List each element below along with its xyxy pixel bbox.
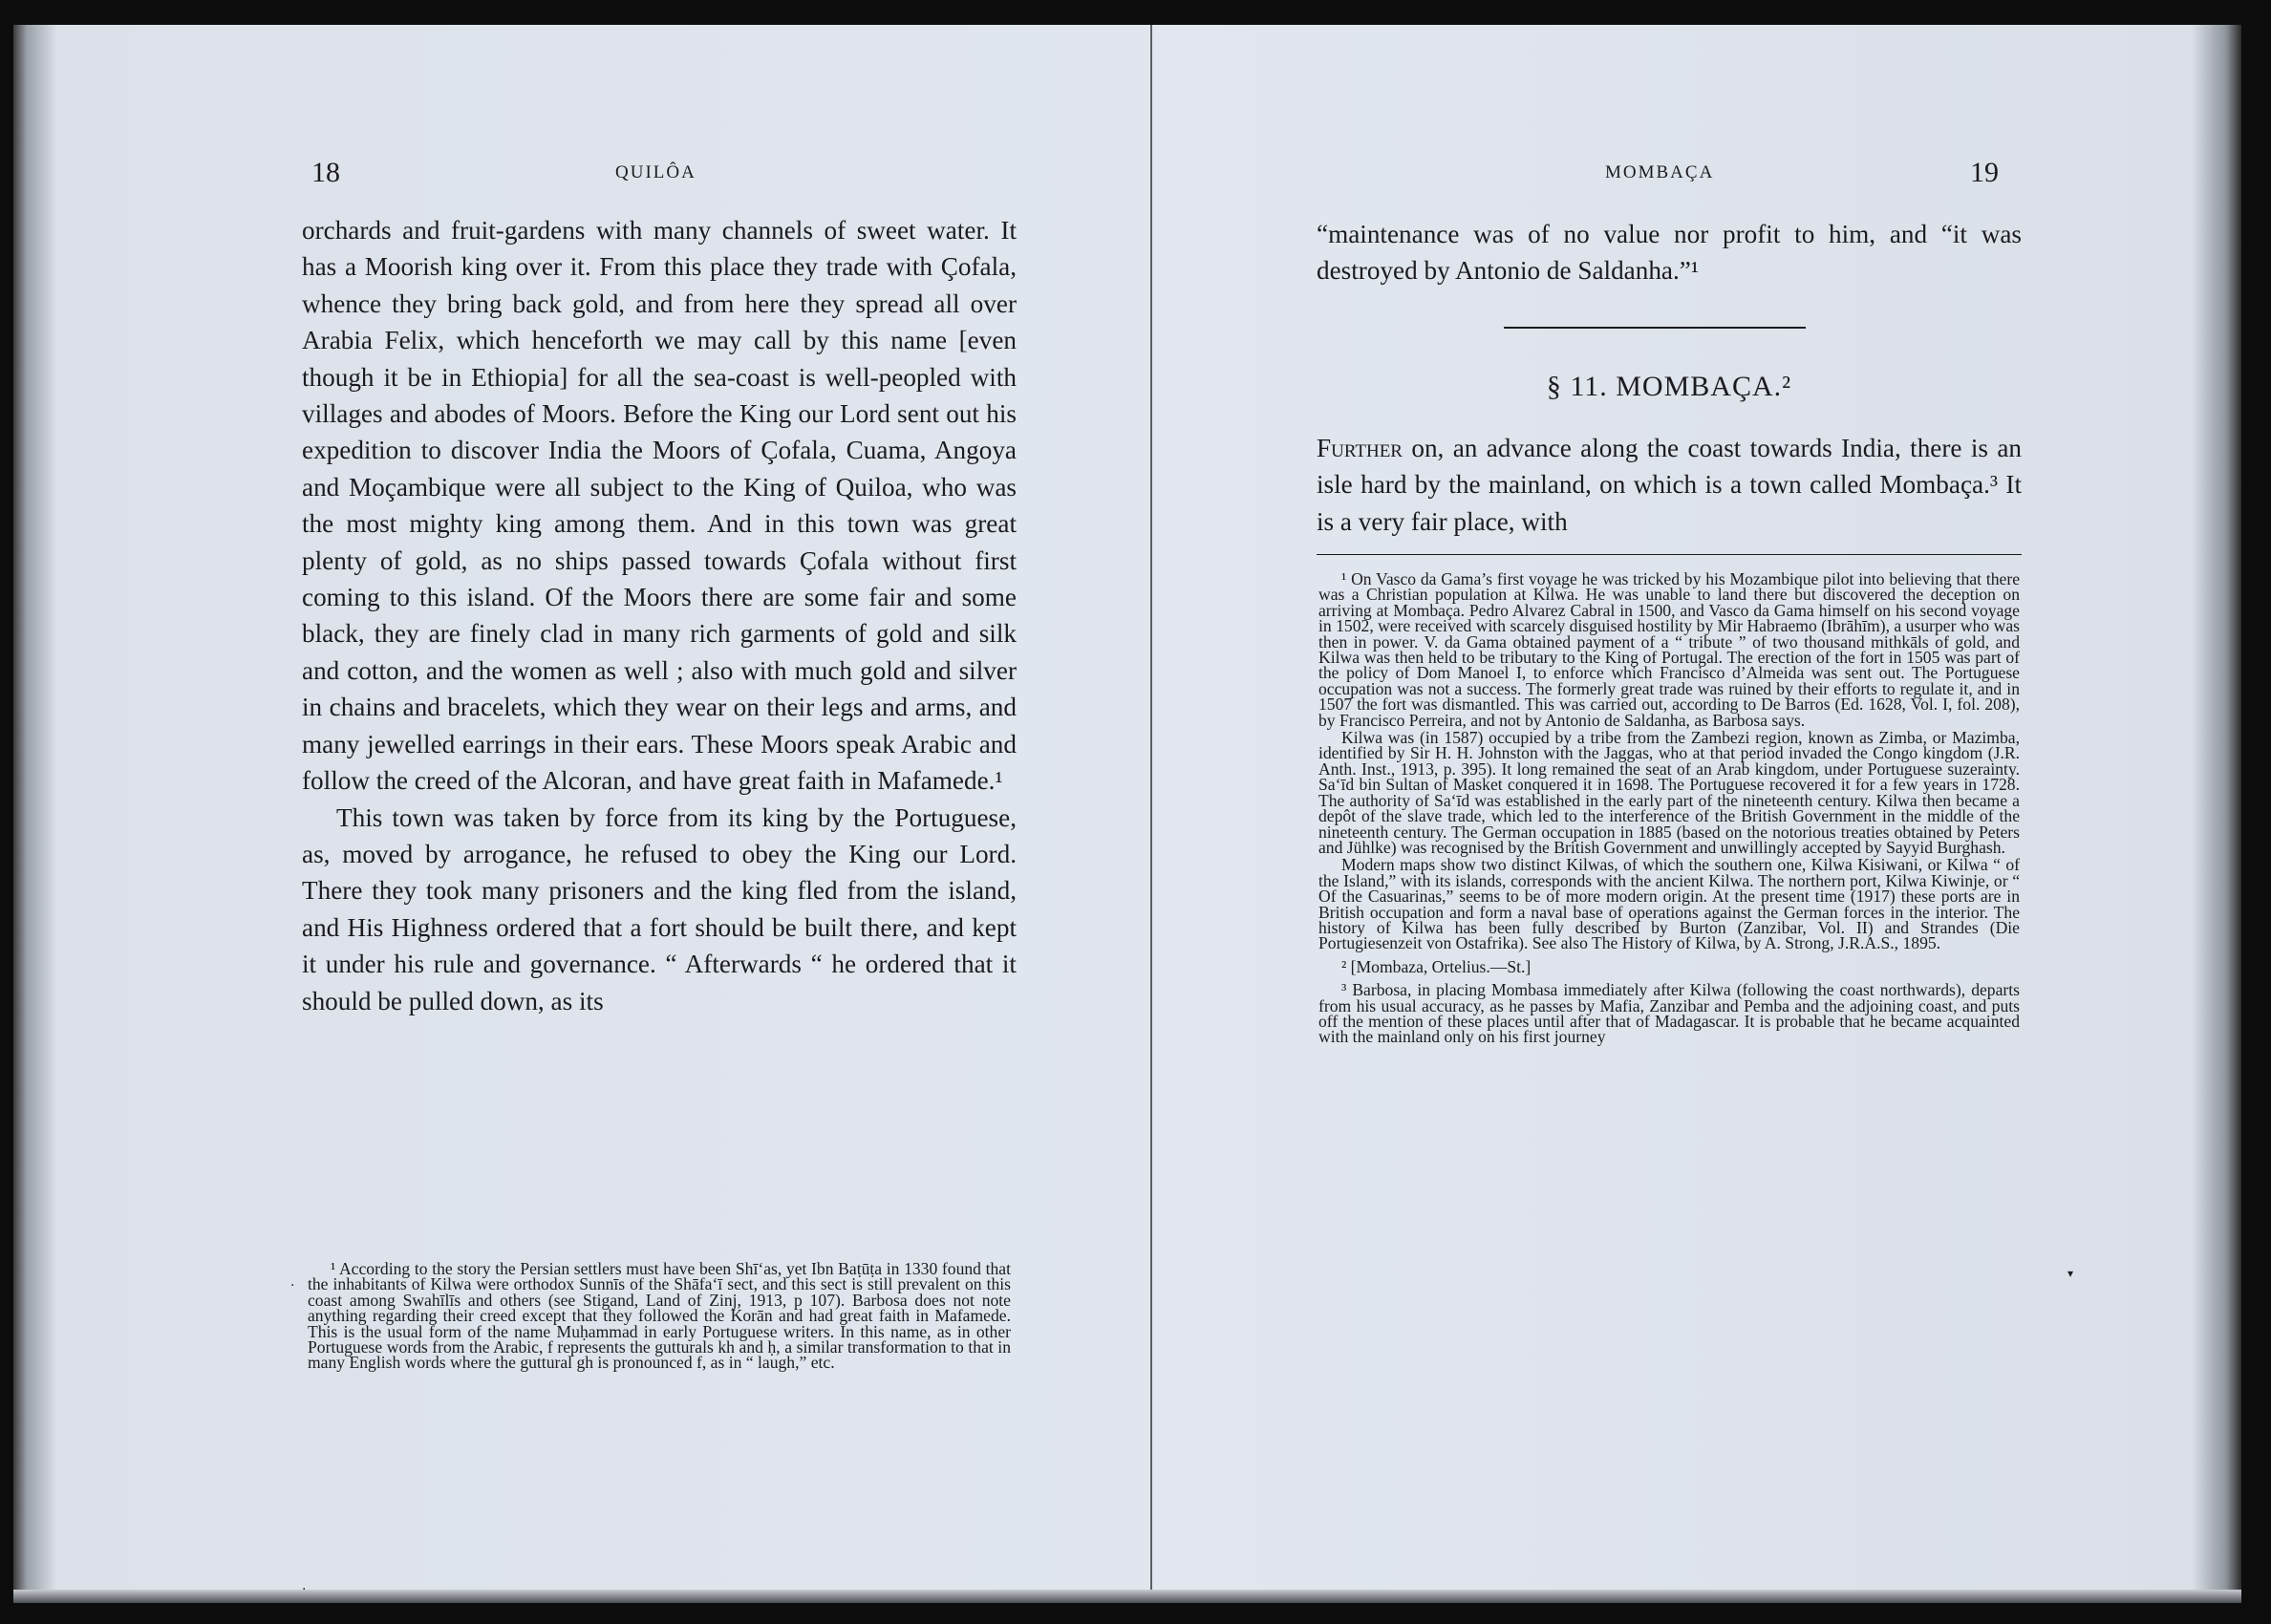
footnote: ² [Mombaza, Ortelius.—St.] (1341, 956, 1532, 976)
body-text (1317, 216, 2022, 289)
footnote: ³ Barbosa, in placing Mombasa immediately after Kilwa (following the coast northwards), departs from his usual accuracy, as he passes by Mafia, Zanzibar and Pemba and the adjoining coast, and puts off the mention of these places until after that of Madagascar. It is probable that he became acquainted with the mainland only on his first journey (1318, 980, 2020, 1047)
page-number: 18 (311, 157, 340, 188)
footnote-rule (1317, 554, 2022, 555)
page-number: 19 (1970, 157, 1999, 188)
right-page (1152, 25, 2241, 1603)
running-head: MOMBAÇA (1605, 162, 1715, 182)
section-divider (1504, 327, 1806, 329)
footnote: ¹ According to the story the Persian settlers must have been Shī‘as, yet Ibn Baṭūṭa in 1330 found that the inhabitants of Kilwa were orthodox Sunnīs of the Shāfa‘ī sect, and this sect is still prevalent on this coast among Swahīlīs and others (see Stigand, Land of Zinj, 1913, p 107). Barbosa does not note anything regarding their creed except that they followed the Korān and had great faith in Mafamede. This is the usual form of the name Muḥammad in early Portuguese writers. In this name, as in other Portuguese words from the Arabic, f represents the gutturals kh and ḥ, a similar transformation to that in many English words where the guttural gh is pronounced f, as in “ laugh,” etc. (308, 1259, 1011, 1373)
stray-mark: ▾ (2067, 1267, 2074, 1280)
book-spread (13, 25, 2241, 1603)
page-bottom-edge (13, 1590, 2241, 1603)
running-head: QUILÔA (615, 162, 696, 182)
body-text (302, 212, 1017, 1019)
footnote: Modern maps show two distinct Kilwas, of which the southern one, Kilwa Kisiwani, or Kilwa “ of the Island,” with its islands, corresponds with the ancient Kilwa. The northern port, Kilwa Kiwinje, or “ Of the Casuarinas,” seems to be of more modern origin. At the present time (1917) these ports are in British occupation and form a naval base of operations against the German forces in the interior. The history of Kilwa has been fully described by Burton (Zanzibar, Vol. II) and Strandes (Die Portugiesenzeit von Ostafrika). See also The History of Kilwa, by A. Strong, J.R.A.S., 1895. (1318, 855, 2020, 953)
footnote: Kilwa was (in 1587) occupied by a tribe from the Zambezi region, known as Zimba, or Mazimba, identified by Sir H. H. Johnston with the Jaggas, who at that period invaded the Congo kingdom (J.R. Anth. Inst., 1913, p. 395). It long remained the seat of an Arab kingdom, under Portuguese suzerainty. Sa‘īd bin Sultan of Masket conquered it in 1698. The Portuguese recovered it for a few years in 1728. The authority of Sa‘īd was established in the early part of the nineteenth century. Kilwa then became a depôt of the slave trade, which led to the interference of the British Government in the middle of the nineteenth century. The German occupation in 1885 (based on the notorious treaties obtained by Peters and Jühlke) was recognised by the British Government and unwillingly accepted by Sayyid Burghash. (1318, 728, 2020, 857)
footnote: ¹ On Vasco da Gama’s first voyage he was tricked by his Mozambique pilot into believing that there was a Christian population at Kilwa. He was unable to land there but discovered the deception on arriving at Mombaça. Pedro Alvarez Cabral in 1500, and Vasco da Gama himself on his second voyage in 1502, were received with scarcely disguised hostility by Mir Habraemo (Ibrāhīm), a usurper who was then in power. V. da Gama obtained payment of a “ tribute ” of two thousand mithkāls of gold, and Kilwa was then held to be tributary to the King of Portugal. The erection of the fort in 1505 was part of the policy of Dom Manoel I, to enforce which Francisco d’Almeida was sent out. The Portuguese occupation was not a success. The formerly great trade was ruined by their efforts to regulate it, and in 1507 the fort was dismantled. This was carried out, according to De Barros (Ed. 1628, Vol. I, fol. 208), by Francisco Perreira, and not by Antonio de Saldanha, as Barbosa says. (1318, 569, 2020, 730)
paragraph: “maintenance was of no value nor profit to him, and “it was destroyed by Antonio de Saldanha.”¹ (1317, 220, 2022, 286)
footnotes (1318, 571, 2020, 1045)
paragraph: on, an advance along the coast towards India, there is an isle hard by the mainland, on which is a town called Mombaça.³ It is a very fair place, with (1317, 434, 2022, 536)
section-heading: § 11. MOMBAÇA.² (1546, 371, 1792, 402)
left-page (13, 25, 1152, 1603)
paragraph: This town was taken by force from its king by the Portuguese, as, moved by arrogance, he refused to obey the King our Lord. There they took many prisoners and the king fled from the island, and His Highness ordered that a fort should be built there, and kept it under his rule and governance. “ Afterwards “ he ordered that it should be pulled down, as its (302, 802, 1017, 1015)
footnotes (308, 1261, 1011, 1371)
stray-mark: · (290, 1278, 295, 1293)
body-text (1317, 430, 2022, 540)
section-first-word: Further (1317, 434, 1403, 462)
paragraph: orchards and fruit-gardens with many channels of sweet water. It has a Moorish king over it. From this place they trade with Çofala, whence they bring back gold, and from here they spread all over Arabia Felix, which henceforth we may call by this name [even though it be in Ethiopia] for all the sea-coast is well-peopled with villages and abodes of Moors. Before the King our Lord sent out his expedition to discover India the Moors of Çofala, Cuama, Angoya and Moçambique were all subject to the King of Quiloa, who was the most mighty king among them. And in this town was great plenty of gold, as no ships passed towards Çofala without first coming to this island. Of the Moors there are some fair and some black, they are finely clad in many rich garments of gold and silk and cotton, and the women as well ; also with much gold and silver in chains and bracelets, which they wear on their legs and arms, and many jewelled earrings in their ears. These Moors speak Arabic and follow the creed of the Alcoran, and have great faith in Mafamede.¹ (302, 216, 1017, 796)
